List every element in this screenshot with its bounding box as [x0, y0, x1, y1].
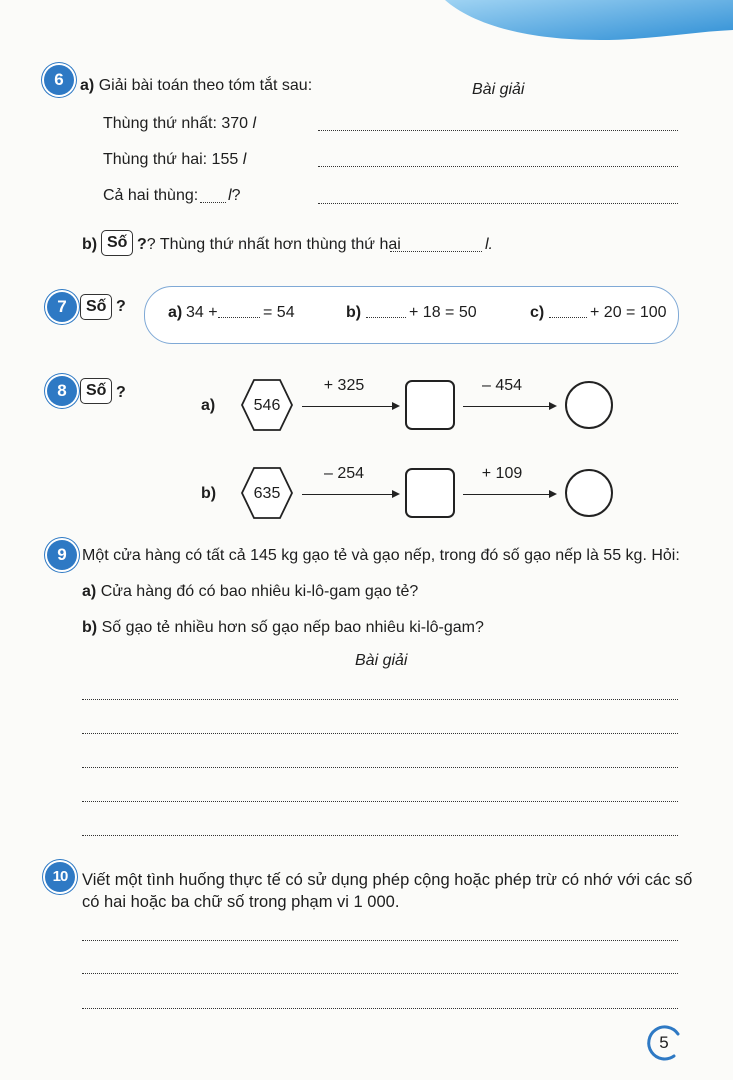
arrow-icon	[463, 406, 555, 407]
ex8-qmark: ?	[116, 384, 126, 401]
ex7-a-left: 34 +	[186, 304, 218, 321]
ex10-line-1: Viết một tình huống thực tế có sử dụng phép cộng hoặc phép trừ có nhớ với các số	[82, 871, 693, 889]
answer-square-b[interactable]	[405, 468, 455, 518]
answer-line[interactable]	[82, 767, 678, 768]
ex8-a-label: a)	[201, 397, 216, 414]
so-box: Số	[101, 230, 133, 256]
ex9-text: Một cửa hàng có tất cả 145 kg gạo tẻ và gạo nếp, trong đó số gạo nếp là 55 kg. Hỏi:	[82, 547, 680, 564]
ex7-c-right: + 20 = 100	[590, 304, 667, 321]
answer-line[interactable]	[318, 203, 678, 204]
ex8-a-op2: – 454	[481, 377, 523, 394]
exercise-7-badge: 7	[47, 292, 77, 322]
so-box: Số	[80, 294, 112, 320]
ex6-summary-line-3: Cả hai thùng:	[103, 187, 199, 204]
arrow-icon	[302, 406, 398, 407]
arrow-icon	[302, 494, 398, 495]
ex6-total-unit: l?	[228, 187, 241, 204]
ex10-line-2: có hai hoặc ba chữ số trong phạm vi 1 000.	[82, 893, 400, 911]
ex7-a-blank[interactable]	[218, 317, 260, 318]
answer-line[interactable]	[82, 940, 678, 941]
ex6-b-unit: l.	[485, 236, 493, 253]
ex8-b-label: b)	[201, 485, 217, 502]
answer-line[interactable]	[318, 166, 678, 167]
answer-line[interactable]	[82, 973, 678, 974]
answer-circle-a[interactable]	[565, 381, 613, 429]
ex7-c-label: c)	[530, 304, 545, 321]
ex8-b-start: 635	[253, 485, 281, 502]
ex7-a-right: = 54	[263, 304, 295, 321]
page-number: 5	[659, 1033, 669, 1052]
ex9-solution-title: Bài giải	[355, 652, 408, 669]
exercise-10-badge: 10	[45, 862, 75, 892]
ex9-b: b) Số gạo tẻ nhiều hơn số gạo nếp bao nhiêu ki-lô-gam?	[82, 619, 484, 636]
ex7-a-label: a)	[168, 304, 183, 321]
answer-line[interactable]	[82, 801, 678, 802]
answer-line[interactable]	[82, 835, 678, 836]
ex7-c-blank[interactable]	[549, 317, 587, 318]
answer-square-a[interactable]	[405, 380, 455, 430]
ex6-blank-total[interactable]	[200, 202, 226, 203]
ex8-a-op1: + 325	[323, 377, 365, 394]
ex6-solution-title: Bài giải	[472, 81, 525, 98]
ex7-b-blank[interactable]	[366, 317, 406, 318]
ex8-b-op2: + 109	[481, 465, 523, 482]
ex7-qmark: ?	[116, 298, 126, 315]
exercise-6-badge: 6	[44, 65, 74, 95]
ex6-a-prompt: a) Giải bài toán theo tóm tắt sau:	[80, 77, 313, 94]
answer-circle-b[interactable]	[565, 469, 613, 517]
exercise-9-badge: 9	[47, 540, 77, 570]
so-box: Số	[80, 378, 112, 404]
ex6-summary-line-2: Thùng thứ hai: 155 l	[103, 151, 247, 168]
ex6-b-prefix: b)	[82, 236, 98, 253]
ex6-b-blank[interactable]	[390, 251, 482, 252]
answer-line[interactable]	[82, 733, 678, 734]
ex7-b-label: b)	[346, 304, 362, 321]
arrow-icon	[463, 494, 555, 495]
answer-line[interactable]	[82, 1008, 678, 1009]
ex6-summary-line-1: Thùng thứ nhất: 370 l	[103, 115, 257, 132]
header-wave-decoration	[0, 0, 733, 60]
exercise-8-badge: 8	[47, 376, 77, 406]
answer-line[interactable]	[318, 130, 678, 131]
ex6-b-text: ?? Thùng thứ nhất hơn thùng thứ hai	[137, 236, 401, 253]
answer-line[interactable]	[82, 699, 678, 700]
ex7-b-right: + 18 = 50	[409, 304, 477, 321]
ex8-b-op1: – 254	[323, 465, 365, 482]
ex8-a-start: 546	[253, 397, 281, 414]
ex9-a: a) Cửa hàng đó có bao nhiêu ki-lô-gam gạo tẻ?	[82, 583, 419, 600]
